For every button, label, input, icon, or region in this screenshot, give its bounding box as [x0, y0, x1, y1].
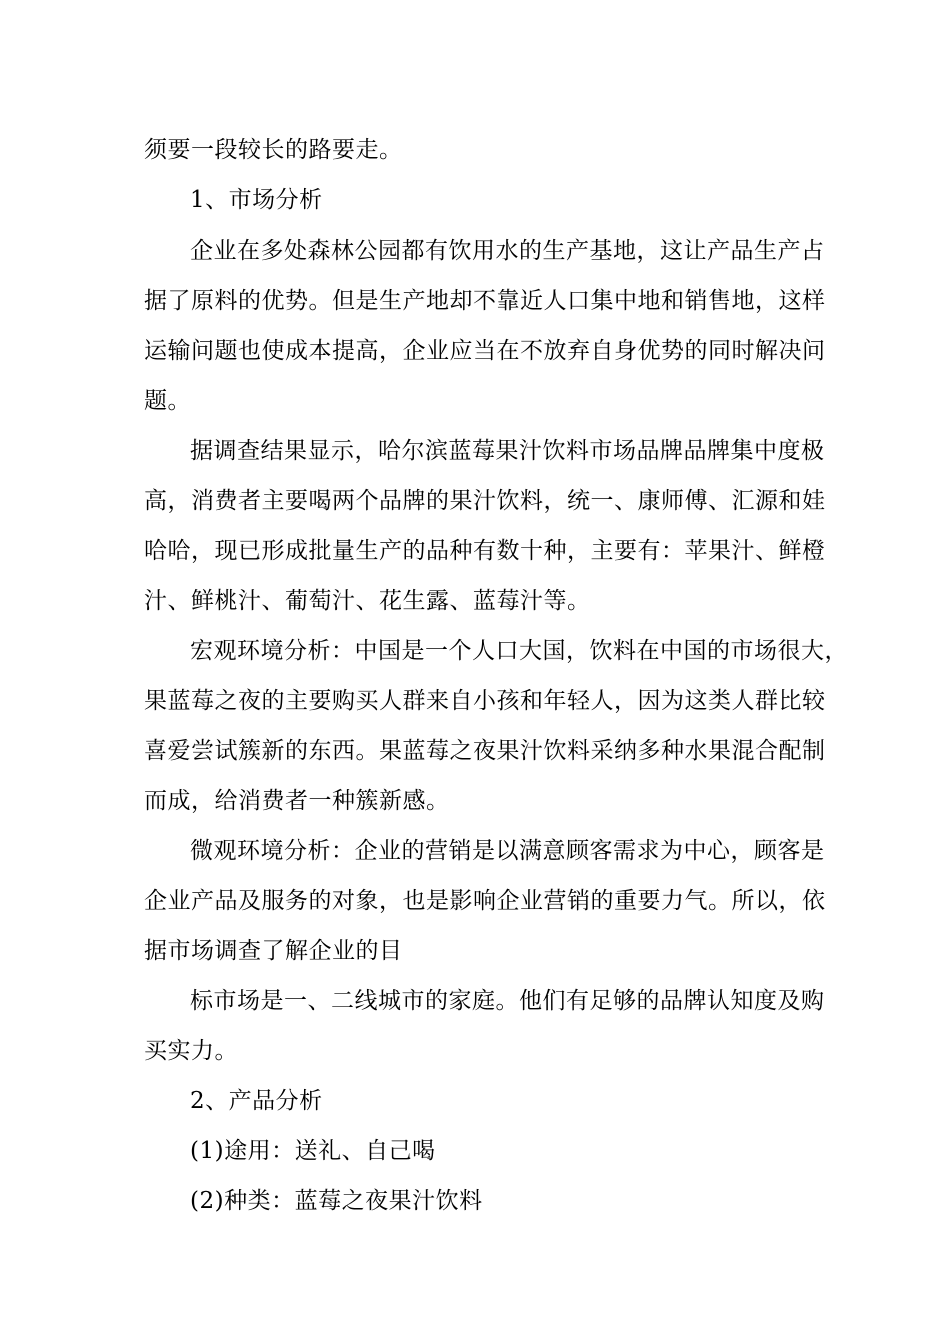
- section-heading-market-analysis: 1、市场分析: [190, 187, 323, 213]
- text-line: 企业产品及服务的对象，也是影响企业营销的重要力气。所以，依: [144, 888, 826, 914]
- text-line: 据市场调查了解企业的目: [144, 938, 403, 964]
- text-line: 标市场是一、二线城市的家庭。他们有足够的品牌认知度及购: [190, 988, 825, 1014]
- text-line: 买实力。: [144, 1038, 238, 1064]
- list-item-type: (2)种类：蓝莓之夜果汁饮料: [190, 1188, 483, 1214]
- section-heading-product-analysis: 2、产品分析: [190, 1088, 323, 1114]
- text-line: 微观环境分析：企业的营销是以满意顾客需求为中心，顾客是: [190, 838, 825, 864]
- list-item-usage: (1)途用：送礼、自己喝: [190, 1138, 436, 1164]
- text-line: 哈哈，现已形成批量生产的品种有数十种，主要有：苹果汁、鲜橙: [144, 538, 826, 564]
- text-line: 宏观环境分析：中国是一个人口大国，饮料在中国的市场很大，: [190, 638, 848, 664]
- text-line: 题。: [144, 388, 191, 414]
- text-line: 据了原料的优势。但是生产地却不靠近人口集中地和销售地，这样: [144, 288, 826, 314]
- text-line: 须要一段较长的路要走。: [144, 137, 403, 163]
- text-line: 运输问题也使成本提高，企业应当在不放弃自身优势的同时解决问: [144, 338, 826, 364]
- text-line: 企业在多处森林公园都有饮用水的生产基地，这让产品生产占: [190, 238, 825, 264]
- text-line: 果蓝莓之夜的主要购买人群来自小孩和年轻人，因为这类人群比较: [144, 688, 826, 714]
- text-line: 而成，给消费者一种簇新感。: [144, 788, 450, 814]
- text-line: 高，消费者主要喝两个品牌的果汁饮料，统一、康师傅、汇源和娃: [144, 488, 826, 514]
- text-line: 喜爱尝试簇新的东西。果蓝莓之夜果汁饮料采纳多种水果混合配制: [144, 738, 826, 764]
- text-line: 据调查结果显示，哈尔滨蓝莓果汁饮料市场品牌品牌集中度极: [190, 438, 825, 464]
- text-line: 汁、鲜桃汁、葡萄汁、花生露、蓝莓汁等。: [144, 588, 591, 614]
